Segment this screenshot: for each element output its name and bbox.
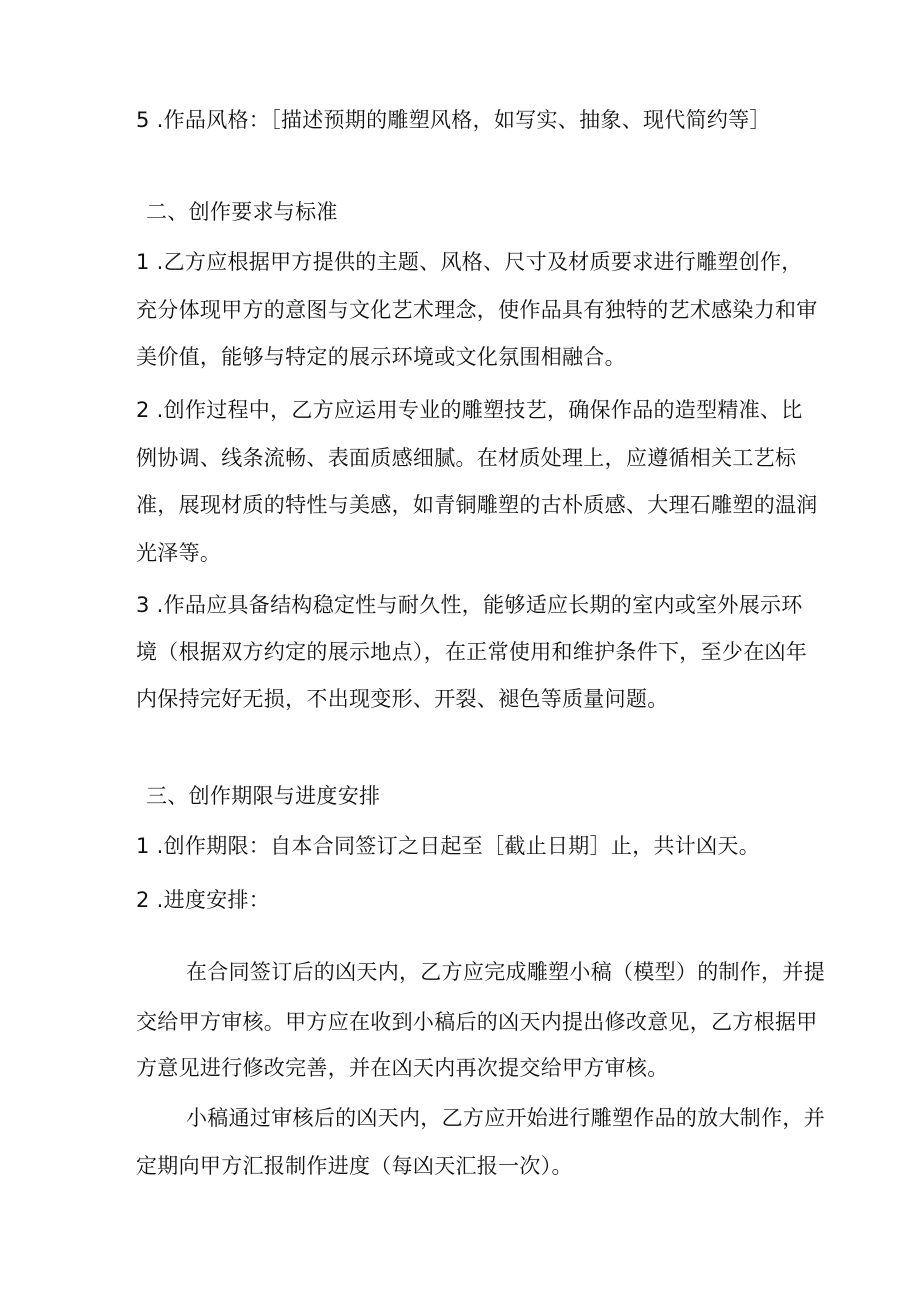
section-2-p2-line-4: 光泽等。 — [136, 541, 222, 565]
schedule-sub1-line-1: 在合同签订后的凶天内，乙方应完成雕塑小稿（模型）的制作，并提 — [186, 960, 825, 984]
section-3-p2: 2 .进度安排： — [136, 888, 271, 912]
schedule-sub1-line-2: 交给甲方审核。甲方应在收到小稿后的凶天内提出修改意见，乙方根据甲 — [136, 1010, 818, 1034]
section-2-p2-line-3: 准，展现材质的特性与美感，如青铜雕塑的古朴质感、大理石雕塑的温润 — [136, 493, 818, 517]
section-2-p2-line-1: 2 .创作过程中，乙方应运用专业的雕塑技艺，确保作品的造型精准、比 — [136, 398, 803, 422]
section-2-heading: 二、创作要求与标准 — [146, 200, 338, 224]
section-3-heading: 三、创作期限与进度安排 — [146, 784, 381, 808]
section-2-p2-line-2: 例协调、线条流畅、表面质感细腻。在材质处理上，应遵循相关工艺标 — [136, 446, 797, 470]
section-2-p3-line-3: 内保持完好无损，不出现变形、开裂、褪色等质量问题。 — [136, 687, 669, 711]
section-2-p3-line-1: 3 .作品应具备结构稳定性与耐久性，能够适应长期的室内或室外展示环 — [136, 593, 803, 617]
section-2-p1-line-2: 充分体现甲方的意图与文化艺术理念，使作品具有独特的艺术感染力和审 — [136, 298, 818, 322]
section-2-p1-line-3: 美价值，能够与特定的展示环境或文化氛围相融合。 — [136, 345, 626, 369]
item-style-line: 5 .作品风格：［描述预期的雕塑风格，如写实、抽象、现代简约等］ — [136, 108, 771, 132]
schedule-sub1-line-3: 方意见进行修改完善，并在凶天内再次提交给甲方审核。 — [136, 1056, 669, 1080]
schedule-sub2-line-1: 小稿通过审核后的凶天内，乙方应开始进行雕塑作品的放大制作，并 — [186, 1106, 825, 1130]
section-2-p3-line-2: 境（根据双方约定的展示地点），在正常使用和维护条件下，至少在凶年 — [136, 640, 808, 664]
section-2-p1-line-1: 1 .乙方应根据甲方提供的主题、风格、尺寸及材质要求进行雕塑创作， — [136, 250, 803, 274]
schedule-sub2-line-2: 定期向甲方汇报制作进度（每凶天汇报一次）。 — [136, 1154, 573, 1178]
section-3-p1: 1 .创作期限：自本合同签订之日起至［截止日期］止，共计凶天。 — [136, 834, 761, 858]
